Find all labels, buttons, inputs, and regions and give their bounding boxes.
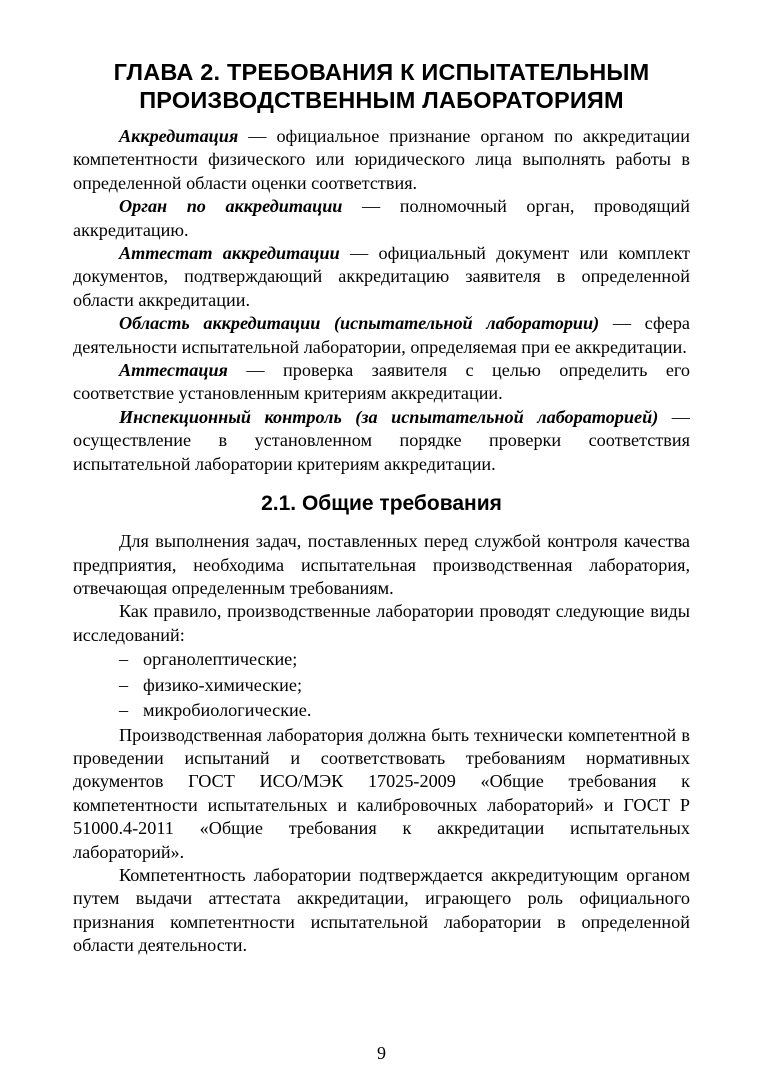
page-content [73, 58, 690, 958]
definition-term: Орган по аккредитации [119, 196, 343, 217]
section-paragraph-1: Для выполнения задач, поставленных перед службой контроля качества предприятия, необходима испытательная производственная лаборатория, отвечающая определенным требованиям. [73, 531, 690, 598]
section-paragraph-4: Компетентность лаборатории подтверждается аккредитующим органом путем выдачи аттестата аккредитации, играющего роль официального признания компетентности испытательной лаборатории в определенной области деятельности. [73, 865, 690, 956]
dash-bullet: – [119, 649, 129, 670]
list-item-text: микробиологические. [143, 700, 312, 721]
definition-text: — полномочный орган, проводящий аккредитацию. [73, 196, 691, 240]
definition-term: Инспекционный контроль (за испытательной лабораторией) [119, 406, 659, 427]
section-paragraph-2: Как правило, производственные лаборатории проводят следующие виды исследований: [73, 601, 690, 645]
definition-attestation [73, 359, 690, 406]
list-item-text: органолептические; [143, 649, 298, 670]
definition-term: Аттестация [119, 360, 228, 381]
definition-term: Аттестат аккредитации [119, 243, 340, 264]
list-item-text: физико-химические; [143, 674, 303, 695]
definition-accreditation [73, 125, 690, 195]
page-number: 9 [377, 1043, 386, 1063]
section-title: 2.1. Общие требования [261, 492, 502, 516]
definition-text: — проверка заявителя с целью определить его соответствие установленным критериям аккредитации. [73, 360, 690, 404]
chapter-title-line-1: ГЛАВА 2. ТРЕБОВАНИЯ К ИСПЫТАТЕЛЬНЫМ [113, 59, 650, 85]
list-item [73, 673, 690, 699]
definition-text: — официальный документ или комплект документов, подтверждающий аккредитацию заявителя в определенной области аккредитации. [73, 243, 690, 310]
research-types-list [73, 647, 690, 724]
definition-term: Аккредитация [119, 126, 239, 146]
dash-bullet: – [119, 674, 129, 695]
list-item [73, 647, 690, 673]
definition-accreditation-certificate [73, 242, 690, 312]
chapter-title-line-2: ПРОИЗВОДСТВЕННЫМ ЛАБОРАТОРИЯМ [139, 87, 624, 113]
definition-text: — осуществление в установленном порядке проверки соответствия испытательной лаборатории критериям аккредитации. [73, 406, 690, 474]
dash-bullet: – [119, 700, 129, 721]
definition-accreditation-body [73, 195, 690, 242]
definition-text: — официальное признание органом по аккредитации компетентности физического или юридического лица выполнять работы в определенной области оценки соответствия. [73, 126, 690, 193]
chapter-title [73, 58, 690, 114]
definitions-block [73, 125, 690, 476]
definition-term: Область аккредитации (испытательной лаборатории) [119, 313, 600, 334]
definition-accreditation-scope [73, 312, 690, 359]
section-paragraph-3: Производственная лаборатория должна быть технически компетентной в проведении испытаний и соответствовать требованиям нормативных документов ГОСТ ИСО/МЭК 17025-2009 «Общие требования к компетентности испытательных и калибровочных лабораторий» и ГОСТ Р 51000.4-2011 «Общие требования к аккредитации испытательных лабораторий». [73, 724, 690, 862]
list-item [73, 698, 690, 724]
definition-inspection-control [73, 406, 690, 476]
definition-text: — сфера деятельности испытательной лаборатории, определяемая при ее аккредитации. [73, 313, 690, 357]
